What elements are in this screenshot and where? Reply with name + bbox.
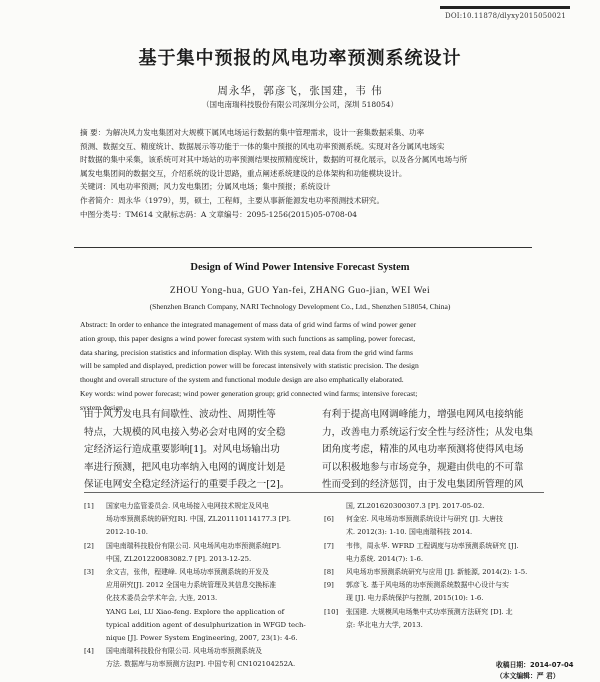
body-line: 有利于提高电网调峰能力，增强电网风电接纳能 [322, 409, 524, 420]
body-line: 保证电网安全稳定经济运行的重要手段之一[2]。 [84, 479, 290, 491]
reference-number: [3] [84, 568, 94, 577]
reference-text [106, 540, 316, 566]
reference-line: typical addition agent of desulphurization in WFGD tech- [106, 620, 306, 629]
authors-en: ZHOU Yong-hua, GUO Yan-fei, ZHANG Guo-jian, WEI Wei [169, 286, 431, 296]
received-date: 收稿日期：2014-07-04 [496, 661, 574, 669]
reference-line: 韦伟，周永华. WFRD 工程调度与功率预测系统研究 [J]. [346, 541, 519, 550]
editor-note: （本文编辑：严 君） [496, 672, 560, 680]
keywords-en: Key words: wind power forecast; wind power generation group; grid connected wind farms; intensive forecast; [80, 388, 418, 398]
reference-text [106, 566, 316, 606]
abstract-divider [74, 247, 532, 248]
reference-line: 何金宏. 风电场功率预测系统设计与研究 [J]. 大唐技 [346, 515, 503, 524]
abstract-cn-line: 摘 要：为解决风力发电集团对大规模下属风电场运行数据的集中管理需求，设计一套集数据采集、功率 [80, 128, 425, 137]
reference-number [324, 500, 346, 513]
abstract-en-line: thought and overall structure of the system and functional module design are also emphatically elaborated. [80, 375, 404, 385]
body-column-left [84, 406, 304, 494]
reference-text [346, 579, 544, 605]
reference-line: 京: 华北电力大学, 2013. [346, 620, 423, 629]
reference-line: YANG Lei, LU Xiao-feng. Explore the application of [106, 607, 285, 616]
reference-item [84, 606, 316, 646]
author-info: 作者简介：周永华（1979），男，硕士，工程师，主要从事新能源发电功率预测技术研究。 [80, 195, 385, 205]
reference-number: [9] [324, 581, 334, 590]
body-column-right [322, 406, 542, 494]
abstract-en-line: will be sampled and displayed, prediction power will be forecast intensively with statistic precision. The design [80, 361, 419, 371]
reference-text [346, 606, 544, 632]
keywords-en-cont: system design [80, 402, 123, 412]
reference-line: 应用研究[J]. 2012 全国电力系统管理及其信息交换标准 [106, 581, 277, 590]
reference-item [84, 566, 316, 606]
reference-text [346, 513, 544, 539]
reference-line: 电力系统. 2014(7): 1-6. [346, 554, 424, 563]
reference-item [324, 566, 544, 579]
title-cn: 基于集中预报的风电功率预测系统设计 [138, 48, 462, 69]
doi: DOI:10.11878/dlyxy2015050021 [445, 12, 566, 20]
reference-line: 化技术委员会学术年会, 大连, 2013. [106, 594, 218, 603]
reference-number: [6] [324, 515, 334, 524]
affiliation-en: (Shenzhen Branch Company, NARI Technology Development Co., Ltd., Shenzhen 518054, China) [149, 302, 451, 311]
reference-line: nique [J]. Power System Engineering, 2007, 23(1): 4-6. [106, 634, 298, 643]
body-line: 定经济运行造成重要影响[1]。对风电场输出功 [84, 444, 280, 456]
reference-number: [4] [84, 647, 94, 656]
references-divider [84, 492, 544, 493]
reference-item [324, 579, 544, 605]
body-line: 可以积极地参与市场竞争，规避由供电的不可靠 [322, 461, 524, 473]
affiliation-cn: （国电南瑞科技股份有限公司深圳分公司，深圳 518054） [201, 100, 398, 109]
reference-item [84, 540, 316, 566]
reference-item [324, 500, 544, 513]
reference-item [84, 500, 316, 540]
reference-line: 风电场功率预测系统研究与应用 [J]. 新能源, 2014(2): 1-5. [346, 568, 528, 577]
received-info [496, 660, 573, 682]
reference-text [346, 500, 544, 513]
reference-text [346, 540, 544, 566]
header-rule [440, 6, 570, 9]
reference-text [346, 566, 544, 579]
reference-number [84, 606, 106, 646]
reference-line: 张国建. 大规模风电场集中式功率预测方法研究 [D]. 北 [346, 607, 513, 616]
reference-line: 2012-10-10. [106, 528, 148, 537]
reference-item [84, 645, 316, 671]
reference-line: 中国, ZL201220083082.7 [P]. 2013-12-25. [106, 554, 252, 563]
abstract-en [80, 318, 538, 415]
reference-number: [1] [84, 502, 94, 510]
reference-line: 余文吉，张伟，程建峰. 风电场功率预测系统的开发及 [106, 568, 269, 577]
class-info: 中图分类号：TM614 文献标志码：A 文章编号：2095-1256(2015)05-0708-04 [80, 209, 357, 219]
reference-number: [2] [84, 541, 94, 550]
reference-line: 国电南瑞科技股份有限公司. 风电场功率预测系统及 [106, 647, 262, 656]
keywords-cn: 关键词：风电功率预测；风力发电集团；分属风电场；集中预报；系统设计 [80, 182, 331, 192]
reference-line: 郭彦飞. 基于风电场的功率预测系统数据中心设计与实 [346, 581, 509, 590]
body-line: 团角度考虑，精准的风电功率预测将使得风电场 [322, 444, 524, 456]
reference-number: [8] [324, 568, 334, 577]
reference-line: 方法. 数据库与功率预测方法[P]. 中国专利 CN102104252A. [106, 660, 296, 669]
reference-line: 术. 2012(3): 1-10. 国电南瑞科技 2014. [346, 528, 473, 537]
reference-text [106, 606, 316, 646]
body-line: 力，改善电力系统运行安全性与经济性；从发电集 [322, 426, 534, 438]
reference-item [324, 513, 544, 539]
abstract-cn-line: 时数据的集中采集，该系统可对其中场站的功率预测结果按照精度统计，数据的可视化展示，以及各分属风电场与所 [80, 155, 468, 165]
body-line: 由于风力发电具有间歇性、波动性、周期性等 [84, 409, 276, 420]
body-line: 特点，大规模的风电接入势必会对电网的安全稳 [84, 426, 286, 438]
reference-line: 国家电力监管委员会. 风电场接入电网技术规定及风电 [106, 502, 269, 510]
reference-line: 场功率预测系统的研究[R]. 中国, ZL201110114177.3 [P]. [106, 515, 291, 524]
authors-cn: 周永华，郭彦飞，张国建，韦 伟 [217, 85, 383, 97]
body-line: 性而受到的经济惩罚，由于发电集团所管理的风 [322, 479, 524, 491]
abstract-en-line: Abstract: In order to enhance the integrated management of mass data of grid wind farms of wind power gener [80, 320, 417, 329]
reference-text [106, 645, 316, 671]
reference-line: 现 [J]. 电力系统保护与控制, 2015(10): 1-6. [346, 594, 484, 603]
abstract-cn [80, 126, 536, 221]
body-line: 率进行预测，把风电功率纳入电网的调度计划是 [84, 461, 286, 473]
reference-item [324, 606, 544, 632]
reference-number: [7] [324, 541, 334, 550]
abstract-en-line: ation group, this paper designs a wind power forecast system with such functions as sampling, power forecast, [80, 333, 416, 343]
reference-item [324, 540, 544, 566]
reference-line: 国, ZL201620300307.3 [P]. 2017-05-02. [346, 502, 485, 510]
references-left [84, 500, 316, 672]
references-right [324, 500, 544, 632]
abstract-en-line: data sharing, precision statistics and information display. With this system, real data from the grid wind farms [80, 347, 413, 357]
reference-number: [10] [324, 607, 339, 616]
reference-text [106, 500, 316, 540]
abstract-cn-line: 预测、数据交互、精度统计、数据展示等功能于一体的集中预报的风电功率预测系统。实现对各分属风电场实 [80, 141, 445, 151]
reference-line: 国电南瑞科技股份有限公司. 风电场风电功率预测系统[P]. [106, 541, 282, 550]
title-en: Design of Wind Power Intensive Forecast System [190, 262, 410, 273]
abstract-cn-line: 属发电集团间的数据交互，介绍系统的设计思路，重点阐述系统建设的总体架构和功能模块设计。 [80, 168, 407, 178]
